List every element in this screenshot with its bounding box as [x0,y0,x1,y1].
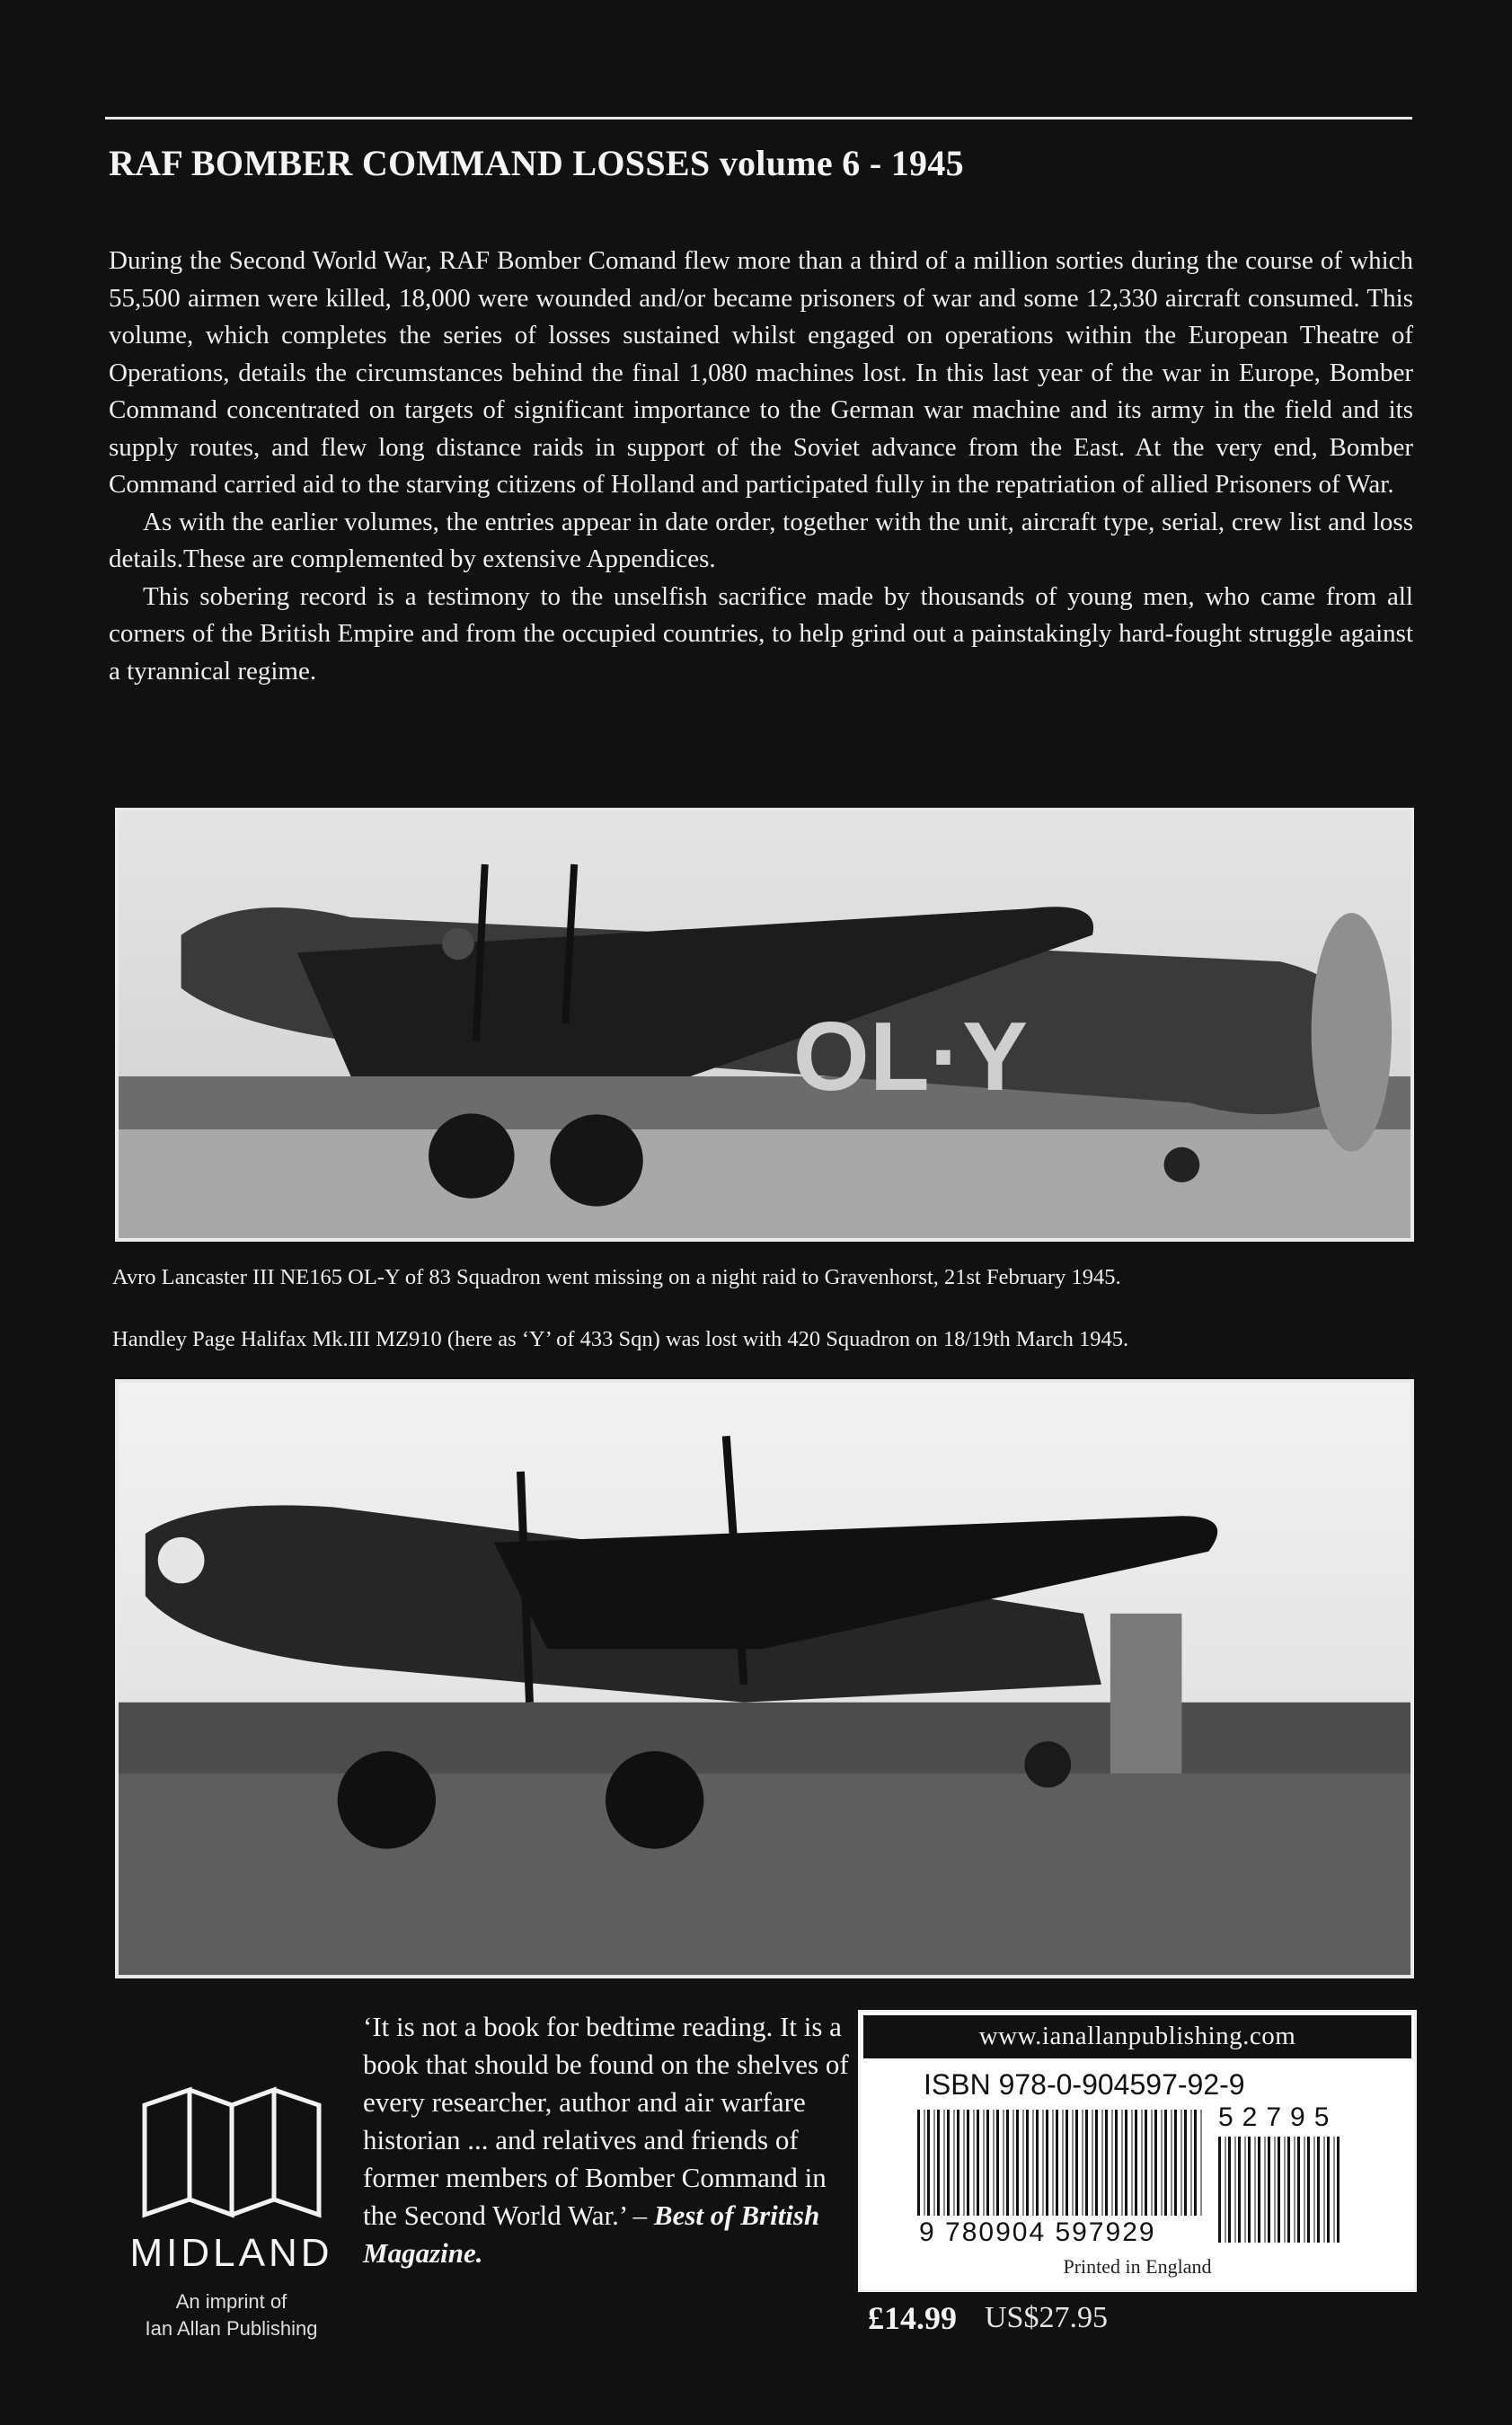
barcode-bar [1225,2137,1226,2243]
barcode-bar [1023,2110,1024,2216]
barcode-bar [1164,2110,1167,2216]
barcode-bar [1317,2137,1320,2243]
barcode-bar [1065,2110,1068,2216]
price-addon-barcode [1218,2137,1344,2243]
barcode-panel [858,2010,1417,2292]
barcode-bar [994,2110,995,2216]
barcode-bar [1191,2110,1192,2216]
publisher-logo [126,2083,337,2342]
isbn-barcode [917,2110,1205,2216]
isbn-number: ISBN 978-0-904597-92-9 [924,2068,1245,2101]
barcode-bar [1275,2137,1276,2243]
barcode-bar [1327,2137,1330,2243]
publisher-name: MIDLAND [129,2231,333,2275]
barcode-bar [1063,2110,1064,2216]
barcode-bar [927,2110,930,2216]
barcode-bar [1075,2110,1078,2216]
barcode-bar [937,2110,940,2216]
barcode-bar [1287,2137,1290,2243]
blurb-paragraph-1: During the Second World War, RAF Bomber Comand flew more than a third of a million sorties during the course of which 55,500 airmen were killed, 18,000 were wounded and/or became prisoners of war and some 12,330 aircraft consumed. This volume, which completes the series of losses sustained whilst engaged on operations within the European Theatre of Operations, details the circumstances behind the final 1,080 machines lost. In this last year of the war in Europe, Bomber Command concentrated on targets of significant importance to the German war machine and its army in the field and its supply routes, and flew long distance raids in support of the Soviet advance from the East. At the very end, Bomber Command carried aid to the starving citizens of Holland and participated fully in the repatriation of allied Prisoners of War. [109,246,1413,499]
barcode-bar [1036,2110,1039,2216]
barcode-bar [1033,2110,1034,2216]
book-title: RAF BOMBER COMMAND LOSSES volume 6 - 1945 [109,143,964,183]
barcode-bar [1102,2110,1103,2216]
barcode-digits: 9 780904 597929 [919,2217,1156,2247]
barcode-bar [1162,2110,1163,2216]
barcode-bar [1334,2137,1335,2243]
barcode-bar [984,2110,985,2216]
price-usd: US$27.95 [985,2301,1108,2334]
barcode-bar [1132,2110,1133,2216]
barcode-bar [1255,2137,1256,2243]
barcode-bar [1095,2110,1098,2216]
barcode-bar [1324,2137,1325,2243]
barcode-bar [1013,2110,1014,2216]
barcode-bar [1245,2137,1246,2243]
barcode-bar [944,2110,945,2216]
barcode-bar [1337,2137,1340,2243]
imprint-line-1: An imprint of [175,2290,287,2313]
price-gbp: £14.99 [868,2300,957,2336]
barcode-bar [996,2110,999,2216]
barcode-bar [1235,2137,1236,2243]
barcode-bar [967,2110,969,2216]
imprint-line-2: Ian Allan Publishing [145,2317,318,2340]
lancaster-squadron-codes: OL·Y [792,1003,1029,1111]
lancaster-photo [115,808,1414,1242]
top-rule [105,117,1412,119]
barcode-bar [1194,2110,1197,2216]
barcode-bar [1073,2110,1074,2216]
barcode-bar [1268,2137,1270,2243]
barcode-bar [917,2110,920,2216]
barcode-bar [947,2110,950,2216]
barcode-bar [1181,2110,1182,2216]
barcode-bar [1016,2110,1019,2216]
barcode-bar [1304,2137,1305,2243]
review-quote [363,2008,866,2272]
barcode-bar [924,2110,925,2216]
lancaster-caption: Avro Lancaster III NE165 OL-Y of 83 Squadron went missing on a night raid to Gravenhorst, 21st February 1945. [112,1265,1121,1289]
barcode-bar [1184,2110,1187,2216]
barcode-bar [1297,2137,1300,2243]
barcode-bar [1125,2110,1127,2216]
barcode-bar [1154,2110,1157,2216]
barcode-bar [1307,2137,1310,2243]
barcode-bar [1278,2137,1280,2243]
blurb-paragraph-2: As with the earlier volumes, the entries appear in date order, together with the unit, aircraft type, serial, crew list and loss details.These are complemented by extensive Appendices. [109,507,1413,573]
barcode-bar [1006,2110,1009,2216]
barcode-bar [954,2110,955,2216]
barcode-bar [1092,2110,1093,2216]
barcode-bar [1248,2137,1251,2243]
barcode-bar [1026,2110,1029,2216]
barcode-bar [1285,2137,1286,2243]
quote-text: ‘It is not a book for bedtime reading. It is a book that should be found on the shelves of every researcher, author and air warfare historian ... and relatives and friends of former members of Bomber Command in the Second World War.’ – [363,2011,849,2231]
barcode-bar [1056,2110,1058,2216]
midland-logo-icon [137,2083,326,2222]
lancaster-aircraft-image [119,811,1410,1238]
halifax-aircraft-image [119,1383,1410,1975]
barcode-bar [964,2110,965,2216]
barcode-bar [1258,2137,1260,2243]
barcode-bar [1218,2137,1221,2243]
barcode-bar [986,2110,989,2216]
blurb-paragraph-3: This sobering record is a testimony to the unselfish sacrifice made by thousands of young men, who came from all corners of the British Empire and from the occupied countries, to help grind out a painstakingly hard-fought struggle against a tyrannical regime. [109,581,1413,686]
barcode-bar [1112,2110,1113,2216]
barcode-bar [1085,2110,1088,2216]
barcode-bar [1053,2110,1054,2216]
barcode-bar [974,2110,975,2216]
barcode-bar [934,2110,935,2216]
barcode-bar [1145,2110,1147,2216]
halifax-caption: Handley Page Halifax Mk.III MZ910 (here as ‘Y’ of 433 Sqn) was lost with 420 Squadron on 18/19th March 1945. [112,1327,1129,1351]
barcode-bar [1135,2110,1137,2216]
barcode-bar [1314,2137,1315,2243]
barcode-bar [1174,2110,1177,2216]
blurb [109,243,1413,690]
barcode-bar [1265,2137,1266,2243]
barcode-bar [1043,2110,1044,2216]
addon-digits: 52795 [1218,2102,1339,2132]
barcode-bar [1115,2110,1118,2216]
barcode-bar [1046,2110,1048,2216]
barcode-bar [1238,2137,1241,2243]
quote-source: Best of British Magazine. [363,2199,820,2269]
printed-in-england: Printed in England [1063,2255,1212,2278]
barcode-bar [1201,2110,1202,2216]
barcode-bar [1142,2110,1143,2216]
barcode-bar [1122,2110,1123,2216]
halifax-photo [115,1379,1414,1978]
barcode-bar [957,2110,959,2216]
barcode-bar [977,2110,979,2216]
publisher-url[interactable]: www.ianallanpublishing.com [863,2015,1411,2058]
barcode-bar [1105,2110,1108,2216]
barcode-bar [1152,2110,1153,2216]
barcode-bar [1228,2137,1231,2243]
